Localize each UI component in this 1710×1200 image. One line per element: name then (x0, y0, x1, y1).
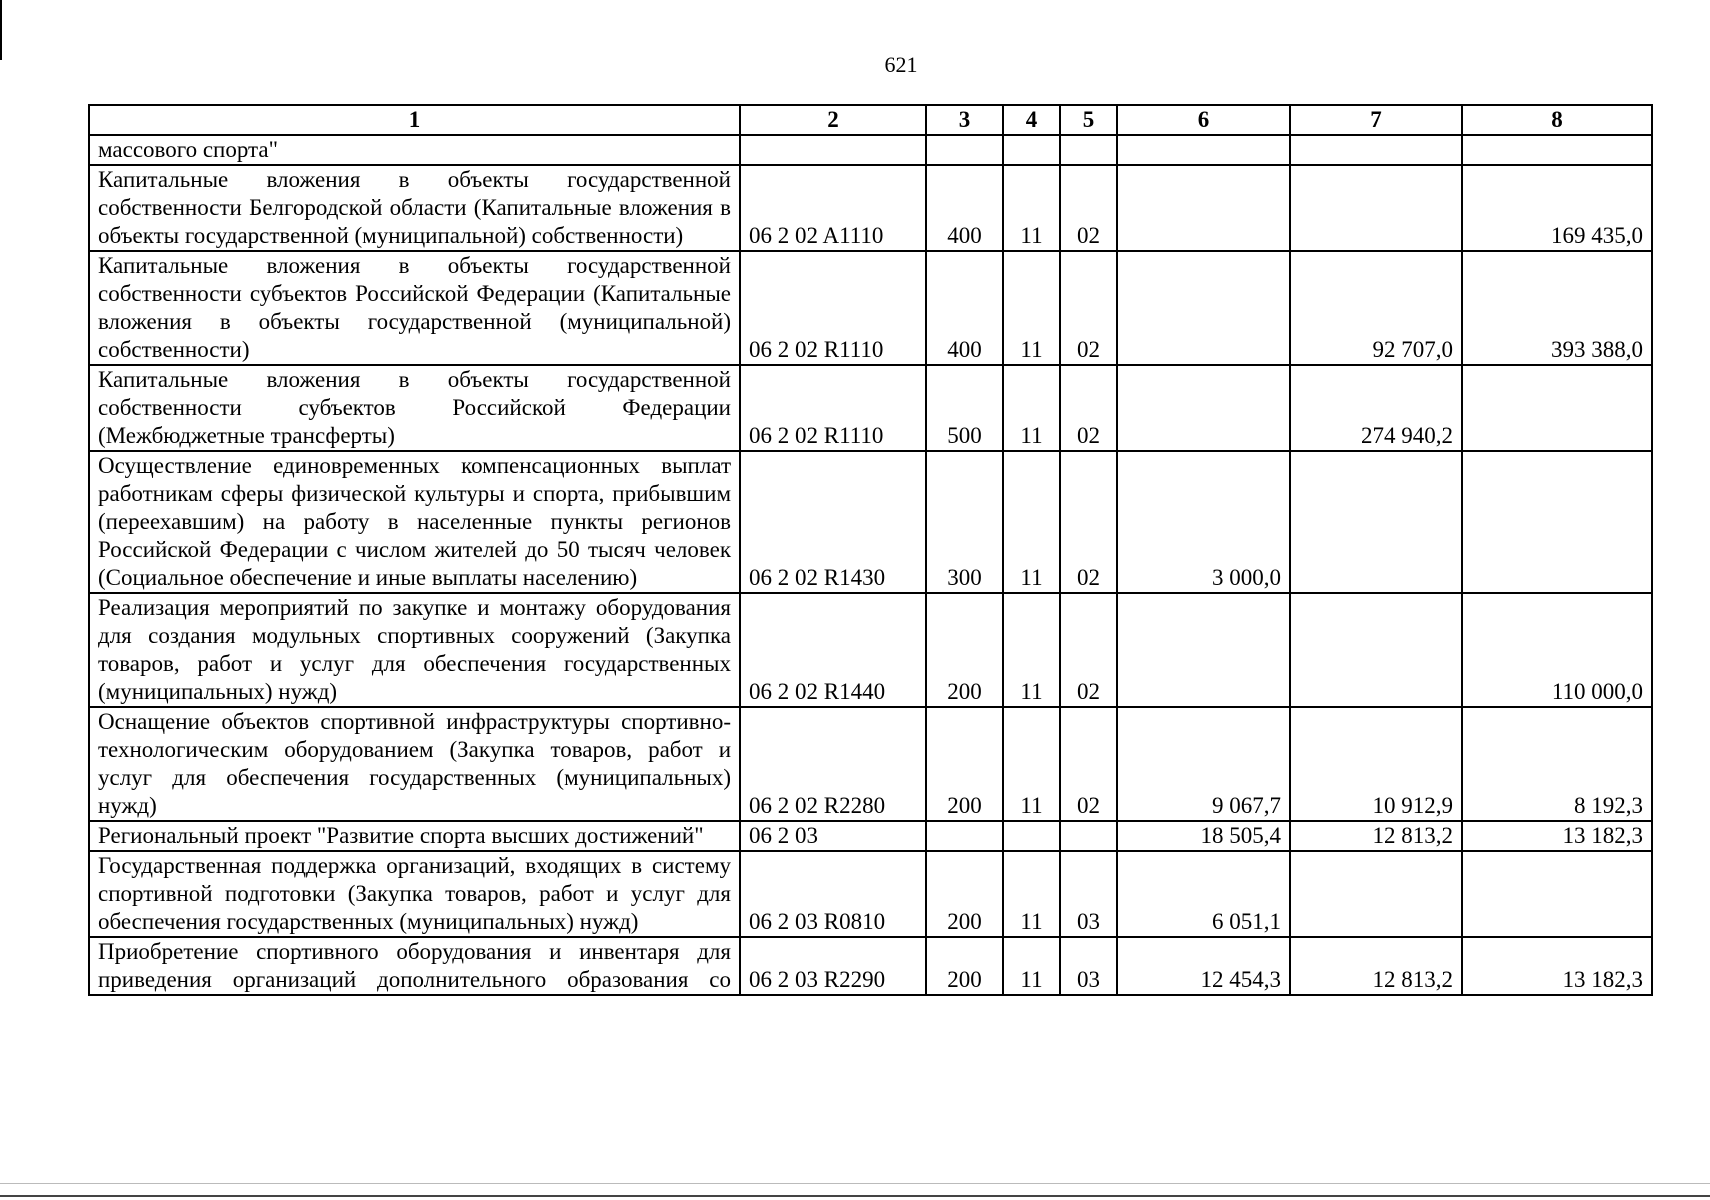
row-value-7: 274 940,2 (1290, 365, 1462, 451)
table-row (89, 135, 1652, 165)
row-expense-type: 300 (926, 451, 1003, 593)
row-description: Капитальные вложения в объекты государственной собственности субъектов Российской Федерации (Межбюджетные трансферты) (89, 365, 740, 451)
row-section (1003, 135, 1060, 165)
table-row (89, 937, 1652, 995)
row-target-code: 06 2 02 R2280 (740, 707, 926, 821)
row-value-6 (1117, 251, 1290, 365)
row-description: Оснащение объектов спортивной инфраструктуры спортивно-технологическим оборудованием (Закупка товаров, работ и услуг для обеспечения государственных (муниципальных) нужд) (89, 707, 740, 821)
row-subsection: 02 (1060, 707, 1117, 821)
row-value-8: 169 435,0 (1462, 165, 1652, 251)
row-value-6 (1117, 365, 1290, 451)
row-subsection: 02 (1060, 251, 1117, 365)
row-value-7: 10 912,9 (1290, 707, 1462, 821)
row-value-8 (1462, 851, 1652, 937)
table-row (89, 451, 1652, 593)
row-section: 11 (1003, 851, 1060, 937)
row-target-code: 06 2 03 (740, 821, 926, 851)
row-subsection: 02 (1060, 365, 1117, 451)
col-header-8: 8 (1462, 105, 1652, 135)
table-row (89, 365, 1652, 451)
col-header-6: 6 (1117, 105, 1290, 135)
row-target-code: 06 2 02 R1110 (740, 251, 926, 365)
row-expense-type (926, 135, 1003, 165)
col-header-1: 1 (89, 105, 740, 135)
row-description: Реализация мероприятий по закупке и монтажу оборудования для создания модульных спортивных сооружений (Закупка товаров, работ и услуг для обеспечения государственных (муниципальных) нужд) (89, 593, 740, 707)
row-value-7 (1290, 593, 1462, 707)
table-row (89, 165, 1652, 251)
row-target-code: 06 2 02 R1440 (740, 593, 926, 707)
row-expense-type: 200 (926, 593, 1003, 707)
row-target-code: 06 2 03 R2290 (740, 937, 926, 995)
row-expense-type: 400 (926, 165, 1003, 251)
row-value-8: 393 388,0 (1462, 251, 1652, 365)
row-value-6: 3 000,0 (1117, 451, 1290, 593)
row-section: 11 (1003, 251, 1060, 365)
row-target-code: 06 2 03 R0810 (740, 851, 926, 937)
row-subsection: 03 (1060, 937, 1117, 995)
row-section: 11 (1003, 593, 1060, 707)
row-subsection (1060, 135, 1117, 165)
bottom-edge-line (0, 1195, 1710, 1197)
table-row (89, 707, 1652, 821)
row-expense-type (926, 821, 1003, 851)
scan-edge-line (0, 1183, 1710, 1184)
row-value-7 (1290, 135, 1462, 165)
row-target-code: 06 2 02 R1110 (740, 365, 926, 451)
row-target-code: 06 2 02 A1110 (740, 165, 926, 251)
row-description: Капитальные вложения в объекты государственной собственности субъектов Российской Федерации (Капитальные вложения в объекты государственной (муниципальной) собственности) (89, 251, 740, 365)
row-subsection: 02 (1060, 451, 1117, 593)
page-number: 621 (884, 52, 918, 77)
row-description: Капитальные вложения в объекты государственной собственности Белгородской области (Капитальные вложения в объекты государственной (муниципальной) собственности) (89, 165, 740, 251)
row-value-8: 8 192,3 (1462, 707, 1652, 821)
table-row (89, 593, 1652, 707)
row-section: 11 (1003, 165, 1060, 251)
row-value-7: 92 707,0 (1290, 251, 1462, 365)
row-value-7 (1290, 451, 1462, 593)
budget-table (88, 104, 1653, 996)
row-value-7: 12 813,2 (1290, 937, 1462, 995)
row-expense-type: 200 (926, 937, 1003, 995)
row-value-6 (1117, 135, 1290, 165)
row-value-7: 12 813,2 (1290, 821, 1462, 851)
row-description: Приобретение спортивного оборудования и инвентаря для приведения организаций дополнительного образования со (89, 937, 740, 995)
col-header-7: 7 (1290, 105, 1462, 135)
row-value-6: 12 454,3 (1117, 937, 1290, 995)
row-section: 11 (1003, 451, 1060, 593)
row-section: 11 (1003, 937, 1060, 995)
row-description: массового спорта" (89, 135, 740, 165)
row-section: 11 (1003, 707, 1060, 821)
table-row (89, 851, 1652, 937)
row-section (1003, 821, 1060, 851)
row-subsection: 02 (1060, 165, 1117, 251)
col-header-3: 3 (926, 105, 1003, 135)
row-subsection: 03 (1060, 851, 1117, 937)
row-value-6: 6 051,1 (1117, 851, 1290, 937)
row-target-code: 06 2 02 R1430 (740, 451, 926, 593)
row-target-code (740, 135, 926, 165)
row-value-6 (1117, 165, 1290, 251)
table-row (89, 821, 1652, 851)
col-header-5: 5 (1060, 105, 1117, 135)
row-value-6 (1117, 593, 1290, 707)
row-description: Осуществление единовременных компенсационных выплат работникам сферы физической культуры и спорта, прибывшим (переехавшим) на работу в населенные пункты регионов Российской Федерации с числом жителей до 50 тысяч человек (Социальное обеспечение и иные выплаты населению) (89, 451, 740, 593)
row-value-8 (1462, 451, 1652, 593)
row-value-7 (1290, 165, 1462, 251)
col-header-2: 2 (740, 105, 926, 135)
row-expense-type: 200 (926, 707, 1003, 821)
table-header-row (89, 105, 1652, 135)
row-value-8: 110 000,0 (1462, 593, 1652, 707)
row-value-8: 13 182,3 (1462, 821, 1652, 851)
row-section: 11 (1003, 365, 1060, 451)
row-value-8 (1462, 135, 1652, 165)
col-header-4: 4 (1003, 105, 1060, 135)
row-value-8 (1462, 365, 1652, 451)
table-row (89, 251, 1652, 365)
row-subsection (1060, 821, 1117, 851)
row-description: Государственная поддержка организаций, входящих в систему спортивной подготовки (Закупка товаров, работ и услуг для обеспечения государственных (муниципальных) нужд) (89, 851, 740, 937)
row-value-7 (1290, 851, 1462, 937)
row-description: Региональный проект "Развитие спорта высших достижений" (89, 821, 740, 851)
row-value-6: 9 067,7 (1117, 707, 1290, 821)
left-margin-rule (0, 0, 2, 60)
row-value-6: 18 505,4 (1117, 821, 1290, 851)
row-expense-type: 200 (926, 851, 1003, 937)
row-expense-type: 400 (926, 251, 1003, 365)
row-value-8: 13 182,3 (1462, 937, 1652, 995)
row-expense-type: 500 (926, 365, 1003, 451)
row-subsection: 02 (1060, 593, 1117, 707)
